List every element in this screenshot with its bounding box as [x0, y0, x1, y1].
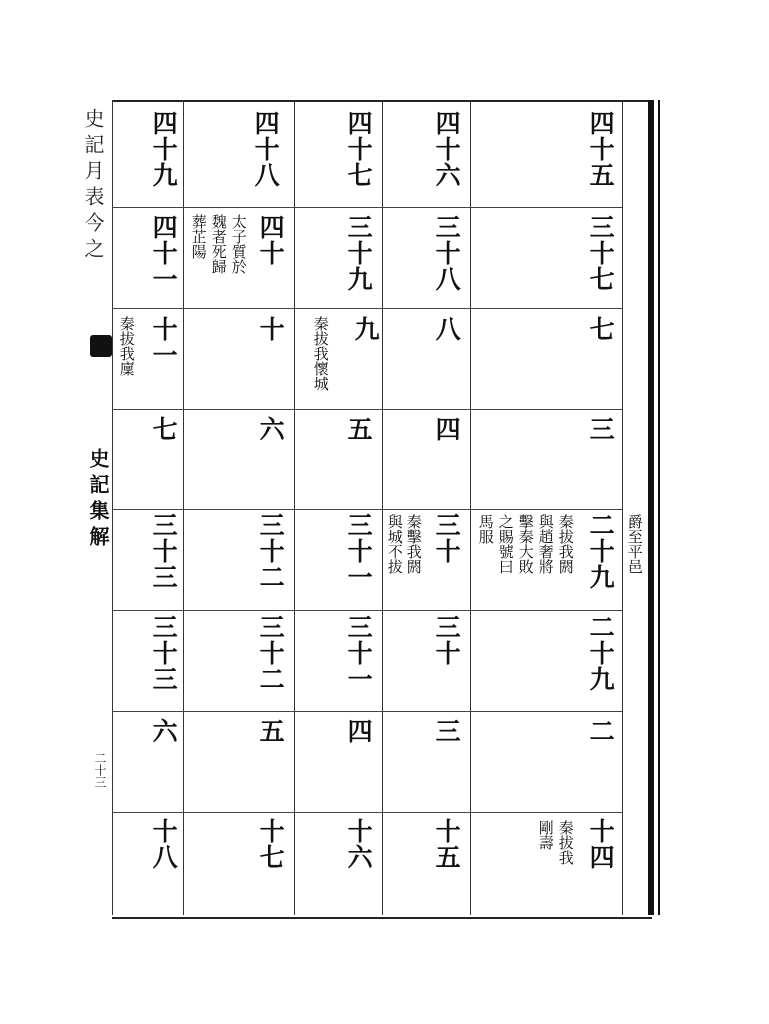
- cell-value: 四十九: [149, 110, 179, 188]
- cell-value: 五: [256, 718, 286, 744]
- cell-value: 三十九: [344, 214, 374, 292]
- grid-line: [112, 812, 622, 813]
- table-cell: [328, 416, 388, 442]
- table-cell: [235, 110, 295, 188]
- annotation: 葬芷陽: [189, 214, 208, 259]
- cell-value: 四十五: [586, 110, 616, 188]
- cell-value: 十一: [149, 316, 179, 368]
- cell-value: 十八: [149, 818, 179, 870]
- cell-value: 三: [432, 718, 462, 744]
- annotation: 與趙奢將: [536, 514, 555, 574]
- table-cell: [240, 416, 300, 442]
- cell-value: 十七: [256, 818, 286, 870]
- table-cell: [328, 110, 388, 188]
- cell-value: 三十一: [344, 614, 374, 692]
- table-cell: [133, 718, 193, 744]
- cell-value: 九: [351, 316, 381, 342]
- page-number: 二十三: [93, 752, 107, 788]
- grid-line: [294, 100, 295, 915]
- table-cell: [133, 110, 193, 188]
- cell-value: 七: [149, 416, 179, 442]
- cell-value: 三十八: [432, 214, 462, 292]
- cell-value: 四十一: [149, 214, 179, 292]
- annotation: 剛壽: [536, 820, 555, 850]
- cell-value: 十: [256, 316, 286, 342]
- cell-value: 十五: [432, 818, 462, 870]
- table-cell: [240, 614, 300, 692]
- annotation: 秦拔我懷城: [311, 316, 330, 391]
- annotation: 之賜號曰: [496, 514, 515, 574]
- table-cell: [416, 110, 476, 188]
- header-fragment: 史記月表今之: [81, 108, 105, 264]
- cell-value: 二十九: [586, 512, 616, 590]
- outer-border: [658, 100, 660, 915]
- table-cell: [133, 614, 193, 692]
- table-cell: [416, 214, 476, 292]
- cell-value: 三十一: [344, 512, 374, 590]
- table-cell: [560, 214, 640, 292]
- cell-value: 四: [432, 416, 462, 442]
- table-cell: [143, 316, 183, 368]
- table-cell: [328, 512, 388, 590]
- table-cell: [340, 316, 390, 342]
- annotation: 秦拔我廩: [117, 316, 136, 376]
- table-cell: [560, 718, 640, 744]
- grid-line: [112, 100, 113, 915]
- grid-line: [112, 509, 622, 510]
- cell-value: 二十九: [586, 614, 616, 692]
- table-cell: [416, 416, 476, 442]
- cell-value: 三十三: [149, 512, 179, 590]
- cell-value: 四: [344, 718, 374, 744]
- cell-value: 六: [256, 416, 286, 442]
- table-cell: [133, 818, 193, 870]
- annotation: 魏者死歸: [209, 214, 228, 274]
- fishtail-mark: [90, 335, 112, 357]
- cell-value: 四十八: [251, 110, 281, 188]
- table-cell: [328, 718, 388, 744]
- grid-line: [112, 308, 622, 309]
- table-cell: [416, 614, 476, 666]
- grid-line: [112, 711, 622, 712]
- outer-border: [648, 100, 654, 915]
- table-cell: [560, 316, 640, 342]
- table-cell: [133, 416, 193, 442]
- table-cell: [328, 818, 388, 870]
- cell-value: 三: [586, 416, 616, 442]
- table-cell: [133, 512, 193, 590]
- table-cell: [240, 316, 300, 342]
- annotation: 太子質於: [229, 214, 248, 274]
- cell-value: 三十: [432, 512, 462, 564]
- cell-value: 四十六: [432, 110, 462, 188]
- table-cell: [416, 718, 476, 744]
- table-cell: [575, 512, 625, 590]
- cell-value: 五: [344, 416, 374, 442]
- table-cell: [416, 316, 476, 342]
- cell-value: 八: [432, 316, 462, 342]
- cell-value: 六: [149, 718, 179, 744]
- annotation: 馬服: [476, 514, 495, 544]
- cell-value: 七: [586, 316, 616, 342]
- table-cell: [240, 818, 300, 870]
- cell-value: 三十二: [256, 512, 286, 590]
- cell-value: 十六: [344, 818, 374, 870]
- annotation: 與城不拔: [385, 514, 404, 574]
- table-cell: [426, 512, 466, 564]
- table-cell: [328, 614, 388, 692]
- table-cell: [240, 718, 300, 744]
- table-cell: [575, 818, 625, 870]
- cell-value: 四十七: [344, 110, 374, 188]
- cell-value: 二: [586, 718, 616, 744]
- cell-value: 四十: [256, 214, 286, 266]
- table-cell: [416, 818, 476, 870]
- table-cell: [560, 110, 640, 188]
- cell-value: 十四: [586, 818, 616, 870]
- cell-value: 三十二: [256, 614, 286, 692]
- table-cell: [560, 416, 640, 442]
- cell-value: 三十: [432, 614, 462, 666]
- annotation: 爵至平邑: [625, 514, 644, 574]
- book-title: 史記集解: [86, 448, 110, 552]
- cell-value: 三十三: [149, 614, 179, 692]
- grid-line: [112, 409, 622, 410]
- grid-line: [112, 207, 622, 208]
- table-cell: [328, 214, 388, 292]
- table-cell: [133, 214, 193, 292]
- annotation: 擊秦大敗: [516, 514, 535, 574]
- grid-line: [112, 610, 622, 611]
- cell-value: 三十七: [586, 214, 616, 292]
- annotation: 秦拔我閼: [556, 514, 575, 574]
- annotation: 秦拔我: [556, 820, 575, 865]
- table-cell: [240, 512, 300, 590]
- annotation: 秦擊我閼: [404, 514, 423, 574]
- table-cell: [250, 214, 290, 266]
- table-cell: [575, 614, 625, 692]
